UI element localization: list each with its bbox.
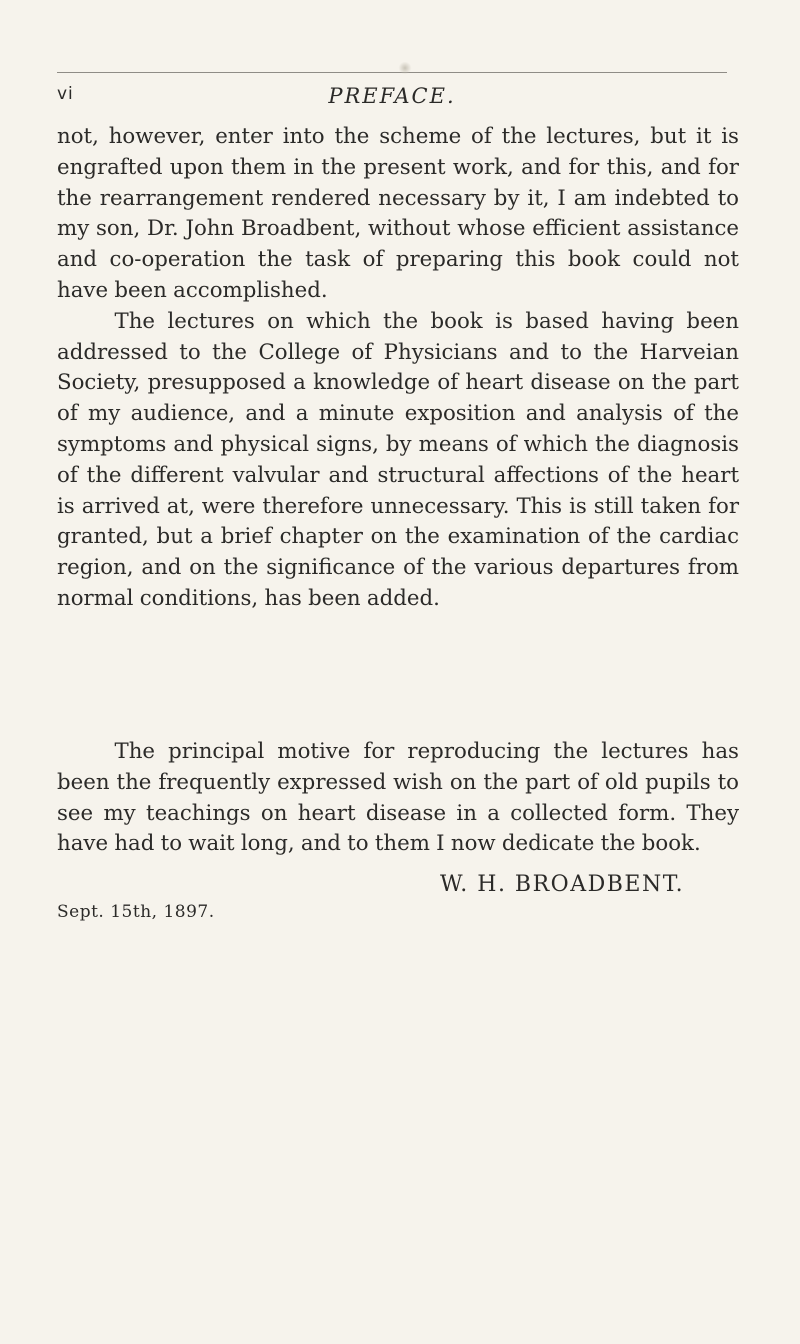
ornament-mark [398, 62, 412, 74]
date-line: Sept. 15th, 1897. [57, 902, 215, 922]
header-rule [57, 72, 727, 73]
running-title: PREFACE. [328, 84, 456, 108]
paragraph: The principal motive for reproducing the lectures has been the frequently expressed wish on the part of old pupils to see my teachings on heart disease in a collected form. They have had to wait long, and to them I now dedicate the book. [57, 739, 739, 857]
running-head [57, 84, 727, 114]
text-block-bottom [57, 737, 739, 860]
text-block-top [57, 122, 739, 615]
paragraph-continuation: not, however, enter into the scheme of the lectures, but it is engrafted upon them in the present work, and for this, and for the rearrangement rendered necessary by it, I am indebted to my son, Dr. John Broadbent, without whose efficient assistance and co-operation the task of preparing this book could not have been accomplished. [57, 124, 739, 303]
author-signature: W. H. BROADBENT. [440, 872, 685, 897]
page-number: vi [57, 84, 74, 104]
paragraph: The lectures on which the book is based having been addressed to the College of Physicians and to the Harveian Society, presupposed a knowledge of heart disease on the part of my audience, and a minute exposition and analysis of the symptoms and physical signs, by means of which the diagnosis of the different valvular and structural affections of the heart is arrived at, were therefore unnecessary. This is still taken for granted, but a brief chapter on the examination of the cardiac region, and on the significance of the various departures from normal conditions, has been added. [57, 308, 739, 611]
